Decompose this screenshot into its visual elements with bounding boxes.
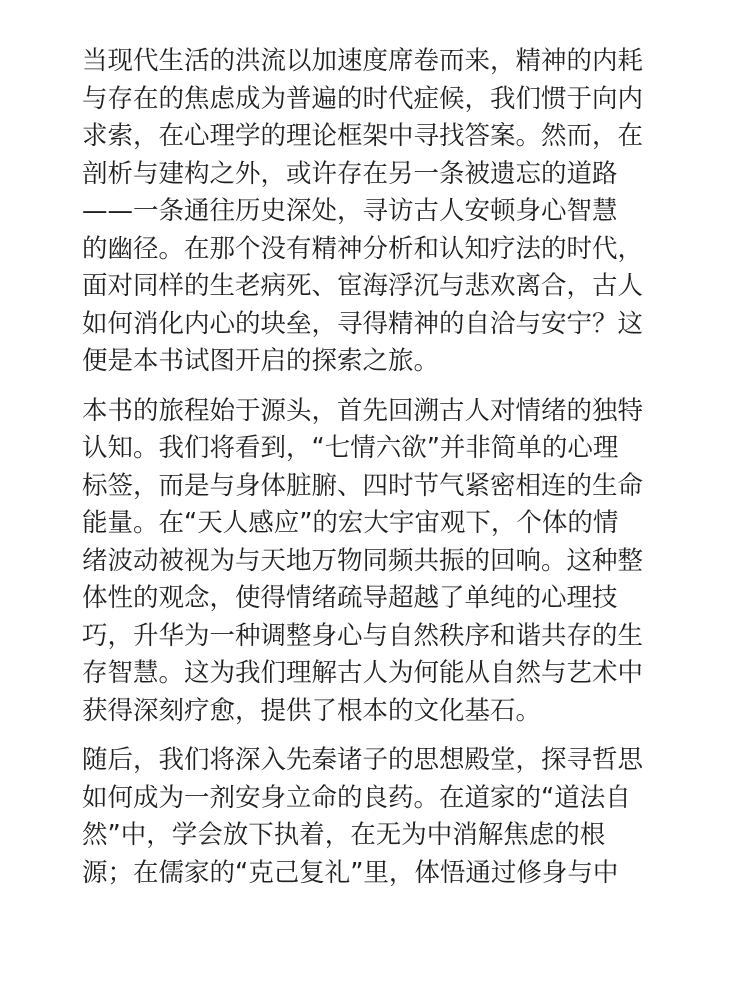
body-text — [82, 43, 672, 904]
text-line: 与存在的焦虑成为普遍的时代症候，我们惯于向内 — [82, 83, 644, 114]
text-line: 随后，我们将深入先秦诸子的思想殿堂，探寻哲思 — [82, 745, 644, 775]
text-line: 如何消化内心的块垒，寻得精神的自洽与安宁？这 — [82, 308, 644, 339]
text-line: 然”中，学会放下执着，在无为中消解焦虑的根 — [82, 820, 606, 850]
text-line: 如何成为一剂安身立命的良药。在道家的“道法自 — [82, 782, 631, 813]
text-line: 面对同样的生老病死、宦海浮沉与悲欢离合，古人 — [82, 271, 644, 301]
text-line: 存智慧。这为我们理解古人为何能从自然与艺术中 — [82, 658, 644, 688]
text-line: 巧，升华为一种调整身心与自然秩序和谐共存的生 — [82, 620, 644, 651]
text-line: 当现代生活的洪流以加速度席卷而来，精神的内耗 — [82, 46, 644, 76]
text-line: 源；在儒家的“克己复礼”里，体悟通过修身与中 — [82, 857, 619, 888]
text-line: 标签，而是与身体脏腑、四时节气紧密相连的生命 — [82, 470, 644, 501]
paragraph-2 — [82, 393, 672, 731]
paragraph-3 — [82, 742, 672, 892]
text-line: 认知。我们将看到，“七情六欲”并非简单的心理 — [82, 433, 619, 463]
text-line: 本书的旅程始于源头，首先回溯古人对情绪的独特 — [82, 395, 644, 426]
text-line: 剖析与建构之外，或许存在另一条被遗忘的道路 — [82, 158, 618, 189]
text-line: 能量。在“天人感应”的宏大宇宙观下，个体的情 — [82, 508, 619, 538]
text-line: 绪波动被视为与天地万物同频共振的回响。这种整 — [82, 545, 644, 576]
text-line: 体性的观念，使得情绪疏导超越了单纯的心理技 — [82, 583, 618, 613]
text-line: 的幽径。在那个没有精神分析和认知疗法的时代， — [82, 233, 644, 264]
text-line: ——一条通往历史深处，寻访古人安顿身心智慧 — [82, 196, 618, 226]
text-line: 便是本书试图开启的探索之旅。 — [82, 346, 440, 376]
text-line: 求索，在心理学的理论框架中寻找答案。然而，在 — [82, 121, 644, 151]
paragraph-1 — [82, 43, 672, 381]
text-line: 获得深刻疗愈，提供了根本的文化基石。 — [82, 695, 542, 726]
